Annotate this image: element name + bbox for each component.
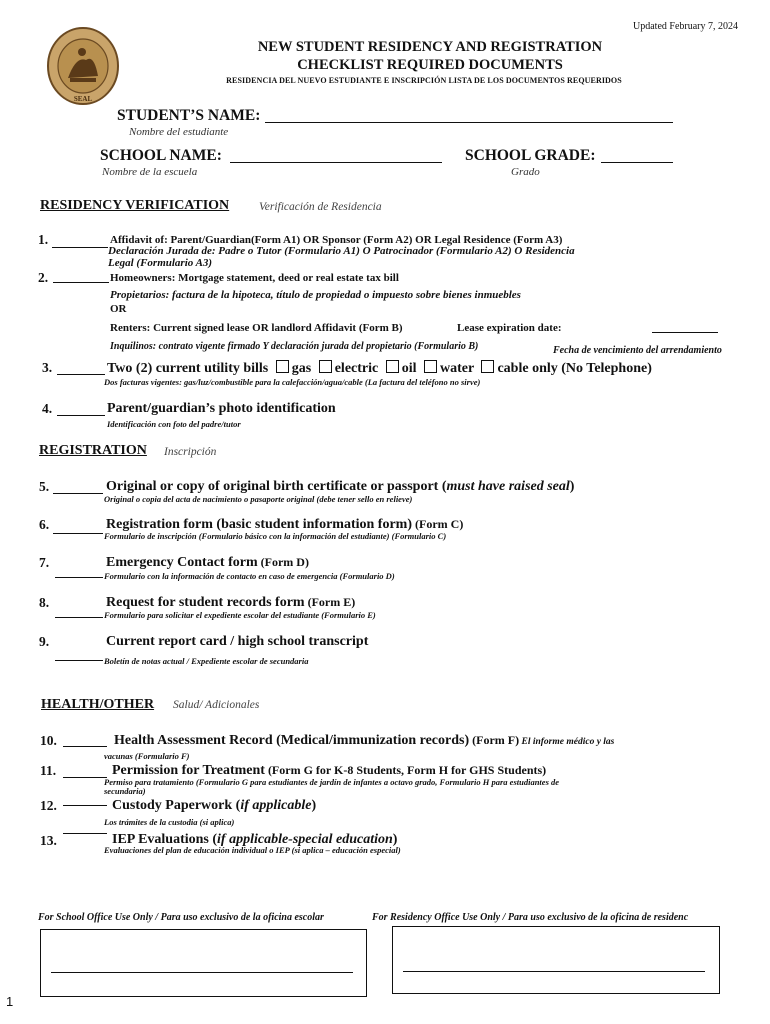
school-name-label: SCHOOL NAME: xyxy=(100,147,222,164)
residency-office-label: For Residency Office Use Only / Para uso exclusivo de la oficina de residenc xyxy=(372,912,689,923)
item-13-number: 13. xyxy=(40,833,57,848)
residency-heading: RESIDENCY VERIFICATION xyxy=(40,198,230,213)
item-2-lease-label: Lease expiration date: xyxy=(457,322,562,334)
item-1-sub-1: Declaración Jurada de: Padre o Tutor (Formulario A1) O Patrocinador (Formulario A2) O Residencia xyxy=(108,245,575,257)
checkbox-oil[interactable] xyxy=(386,360,399,373)
registration-heading: REGISTRATION xyxy=(39,443,147,458)
item-6-checkline[interactable] xyxy=(53,533,103,534)
residency-heading-sub: Verificación de Residencia xyxy=(259,201,382,213)
item-12-checkline[interactable] xyxy=(63,805,107,806)
item-6-text: Registration form (basic student information form) (Form C) xyxy=(106,517,464,532)
item-3-text: Two (2) current utility bills gas electric oil water cable only (No Telephone) xyxy=(107,361,652,376)
item-2-text: Homeowners: Mortgage statement, deed or real estate tax bill xyxy=(110,272,399,284)
item-1-checkline[interactable] xyxy=(52,247,108,248)
school-grade-field[interactable] xyxy=(601,162,673,163)
item-5-number: 5. xyxy=(39,479,50,494)
school-office-label: For School Office Use Only / Para uso exclusivo de la oficina escolar xyxy=(38,912,324,923)
item-3-sub: Dos facturas vigentes: gas/luz/combustible para la calefacción/agua/cable (La factura del teléfono no sirve) xyxy=(104,377,481,387)
residency-office-signature-line xyxy=(403,971,705,972)
title-line-1: NEW STUDENT RESIDENCY AND REGISTRATION xyxy=(257,39,603,55)
item-11-checkline[interactable] xyxy=(63,777,107,778)
page-number: 1 xyxy=(6,994,14,1009)
item-9-text: Current report card / high school transcript xyxy=(106,634,369,649)
item-9-number: 9. xyxy=(39,634,50,649)
school-office-box[interactable] xyxy=(40,929,367,997)
item-6-sub: Formulario de inscripción (Formulario básico con la información del estudiante) (Formulario C) xyxy=(104,531,447,541)
item-5-sub: Original o copia del acta de nacimiento o pasaporte original (debe tener sello en relieve) xyxy=(104,494,413,504)
item-1-number: 1. xyxy=(38,232,49,247)
item-2-number: 2. xyxy=(38,270,49,285)
item-11-number: 11. xyxy=(40,763,57,778)
health-heading-sub: Salud/ Adicionales xyxy=(173,699,260,711)
item-2-sub: Propietarios: factura de la hipoteca, título de propiedad o impuesto sobre bienes inmuebles xyxy=(110,289,521,301)
health-heading: HEALTH/OTHER xyxy=(41,697,155,712)
checkbox-cable[interactable] xyxy=(481,360,494,373)
item-11-sub-1: Permiso para tratamiento (Formulario G para estudiantes de jardín de infantes a octavo grado, Formulario H para estudiantes de xyxy=(104,777,560,787)
item-13-sub: Evaluaciones del plan de educación individual o IEP (si aplica – educación especial) xyxy=(104,845,401,855)
school-grade-sublabel: Grado xyxy=(511,166,540,178)
school-office-signature-line xyxy=(51,972,353,973)
student-name-label: STUDENT’S NAME: xyxy=(117,107,261,124)
item-2-checkline[interactable] xyxy=(53,282,109,283)
item-7-checkline[interactable] xyxy=(55,577,103,578)
item-3-checkline[interactable] xyxy=(57,374,105,375)
item-2-lease-sub: Fecha de vencimiento del arrendamiento xyxy=(553,345,722,356)
item-2-or: OR xyxy=(110,303,127,315)
item-4-sub: Identificación con foto del padre/tutor xyxy=(107,419,241,429)
item-10-number: 10. xyxy=(40,733,57,748)
school-name-sublabel: Nombre de la escuela xyxy=(102,166,198,178)
student-name-field[interactable] xyxy=(265,122,673,123)
school-name-field[interactable] xyxy=(230,162,442,163)
item-10-checkline[interactable] xyxy=(63,746,107,747)
item-4-checkline[interactable] xyxy=(57,415,105,416)
checkbox-gas[interactable] xyxy=(276,360,289,373)
item-1-text: Affidavit of: Parent/Guardian(Form A1) OR Sponsor (Form A2) OR Legal Residence (Form A3) xyxy=(110,234,563,246)
item-7-number: 7. xyxy=(39,555,50,570)
checkbox-electric[interactable] xyxy=(319,360,332,373)
residency-office-box[interactable] xyxy=(392,926,720,994)
item-10-sub: vacunas (Formulario F) xyxy=(104,751,190,761)
item-9-sub: Boletín de notas actual / Expediente escolar de secundaria xyxy=(104,656,309,666)
item-3-number: 3. xyxy=(42,360,53,375)
item-6-number: 6. xyxy=(39,517,50,532)
item-4-number: 4. xyxy=(42,401,53,416)
item-4-text: Parent/guardian’s photo identification xyxy=(107,401,336,416)
item-9-checkline[interactable] xyxy=(55,660,103,661)
item-8-text: Request for student records form (Form E) xyxy=(106,595,356,610)
item-8-checkline[interactable] xyxy=(55,617,103,618)
item-1-sub-2: Legal (Formulario A3) xyxy=(108,257,213,269)
item-7-sub: Formulario con la información de contacto en caso de emergencia (Formulario D) xyxy=(104,571,395,581)
school-grade-label: SCHOOL GRADE: xyxy=(465,147,596,164)
item-10-text: Health Assessment Record (Medical/immunization records) (Form F) El informe médico y las xyxy=(114,733,615,748)
item-2-renters-sub: Inquilinos: contrato vigente firmado Y declaración jurada del propietario (Formulario B) xyxy=(110,341,479,352)
item-11-text: Permission for Treatment (Form G for K-8 Students, Form H for GHS Students) xyxy=(112,763,547,778)
registration-heading-sub: Inscripción xyxy=(164,446,217,458)
title-line-2: CHECKLIST REQUIRED DOCUMENTS xyxy=(297,57,563,73)
item-12-number: 12. xyxy=(40,798,57,813)
item-8-number: 8. xyxy=(39,595,50,610)
item-5-text: Original or copy of original birth certificate or passport (must have raised seal) xyxy=(106,479,575,494)
checkbox-water[interactable] xyxy=(424,360,437,373)
seal-word: SEAL xyxy=(73,95,93,103)
item-5-checkline[interactable] xyxy=(53,493,103,494)
item-11-sub-2: secundaria) xyxy=(104,786,146,796)
subtitle: RESIDENCIA DEL NUEVO ESTUDIANTE E INSCRIPCIÓN LISTA DE LOS DOCUMENTOS REQUERIDOS xyxy=(226,76,622,85)
item-12-text: Custody Paperwork (if applicable) xyxy=(112,798,317,813)
updated-date: Updated February 7, 2024 xyxy=(633,21,738,32)
item-13-checkline[interactable] xyxy=(63,833,107,834)
item-2-renters: Renters: Current signed lease OR landlord Affidavit (Form B) xyxy=(110,322,403,334)
item-13-text: IEP Evaluations (if applicable-special education) xyxy=(112,832,398,847)
item-12-sub: Los trámites de la custodia (si aplica) xyxy=(104,817,235,827)
item-7-text: Emergency Contact form (Form D) xyxy=(106,555,309,570)
lease-expiration-field[interactable] xyxy=(652,332,718,333)
item-8-sub: Formulario para solicitar el expediente escolar del estudiante (Formulario E) xyxy=(104,610,376,620)
student-name-sublabel: Nombre del estudiante xyxy=(129,126,229,138)
